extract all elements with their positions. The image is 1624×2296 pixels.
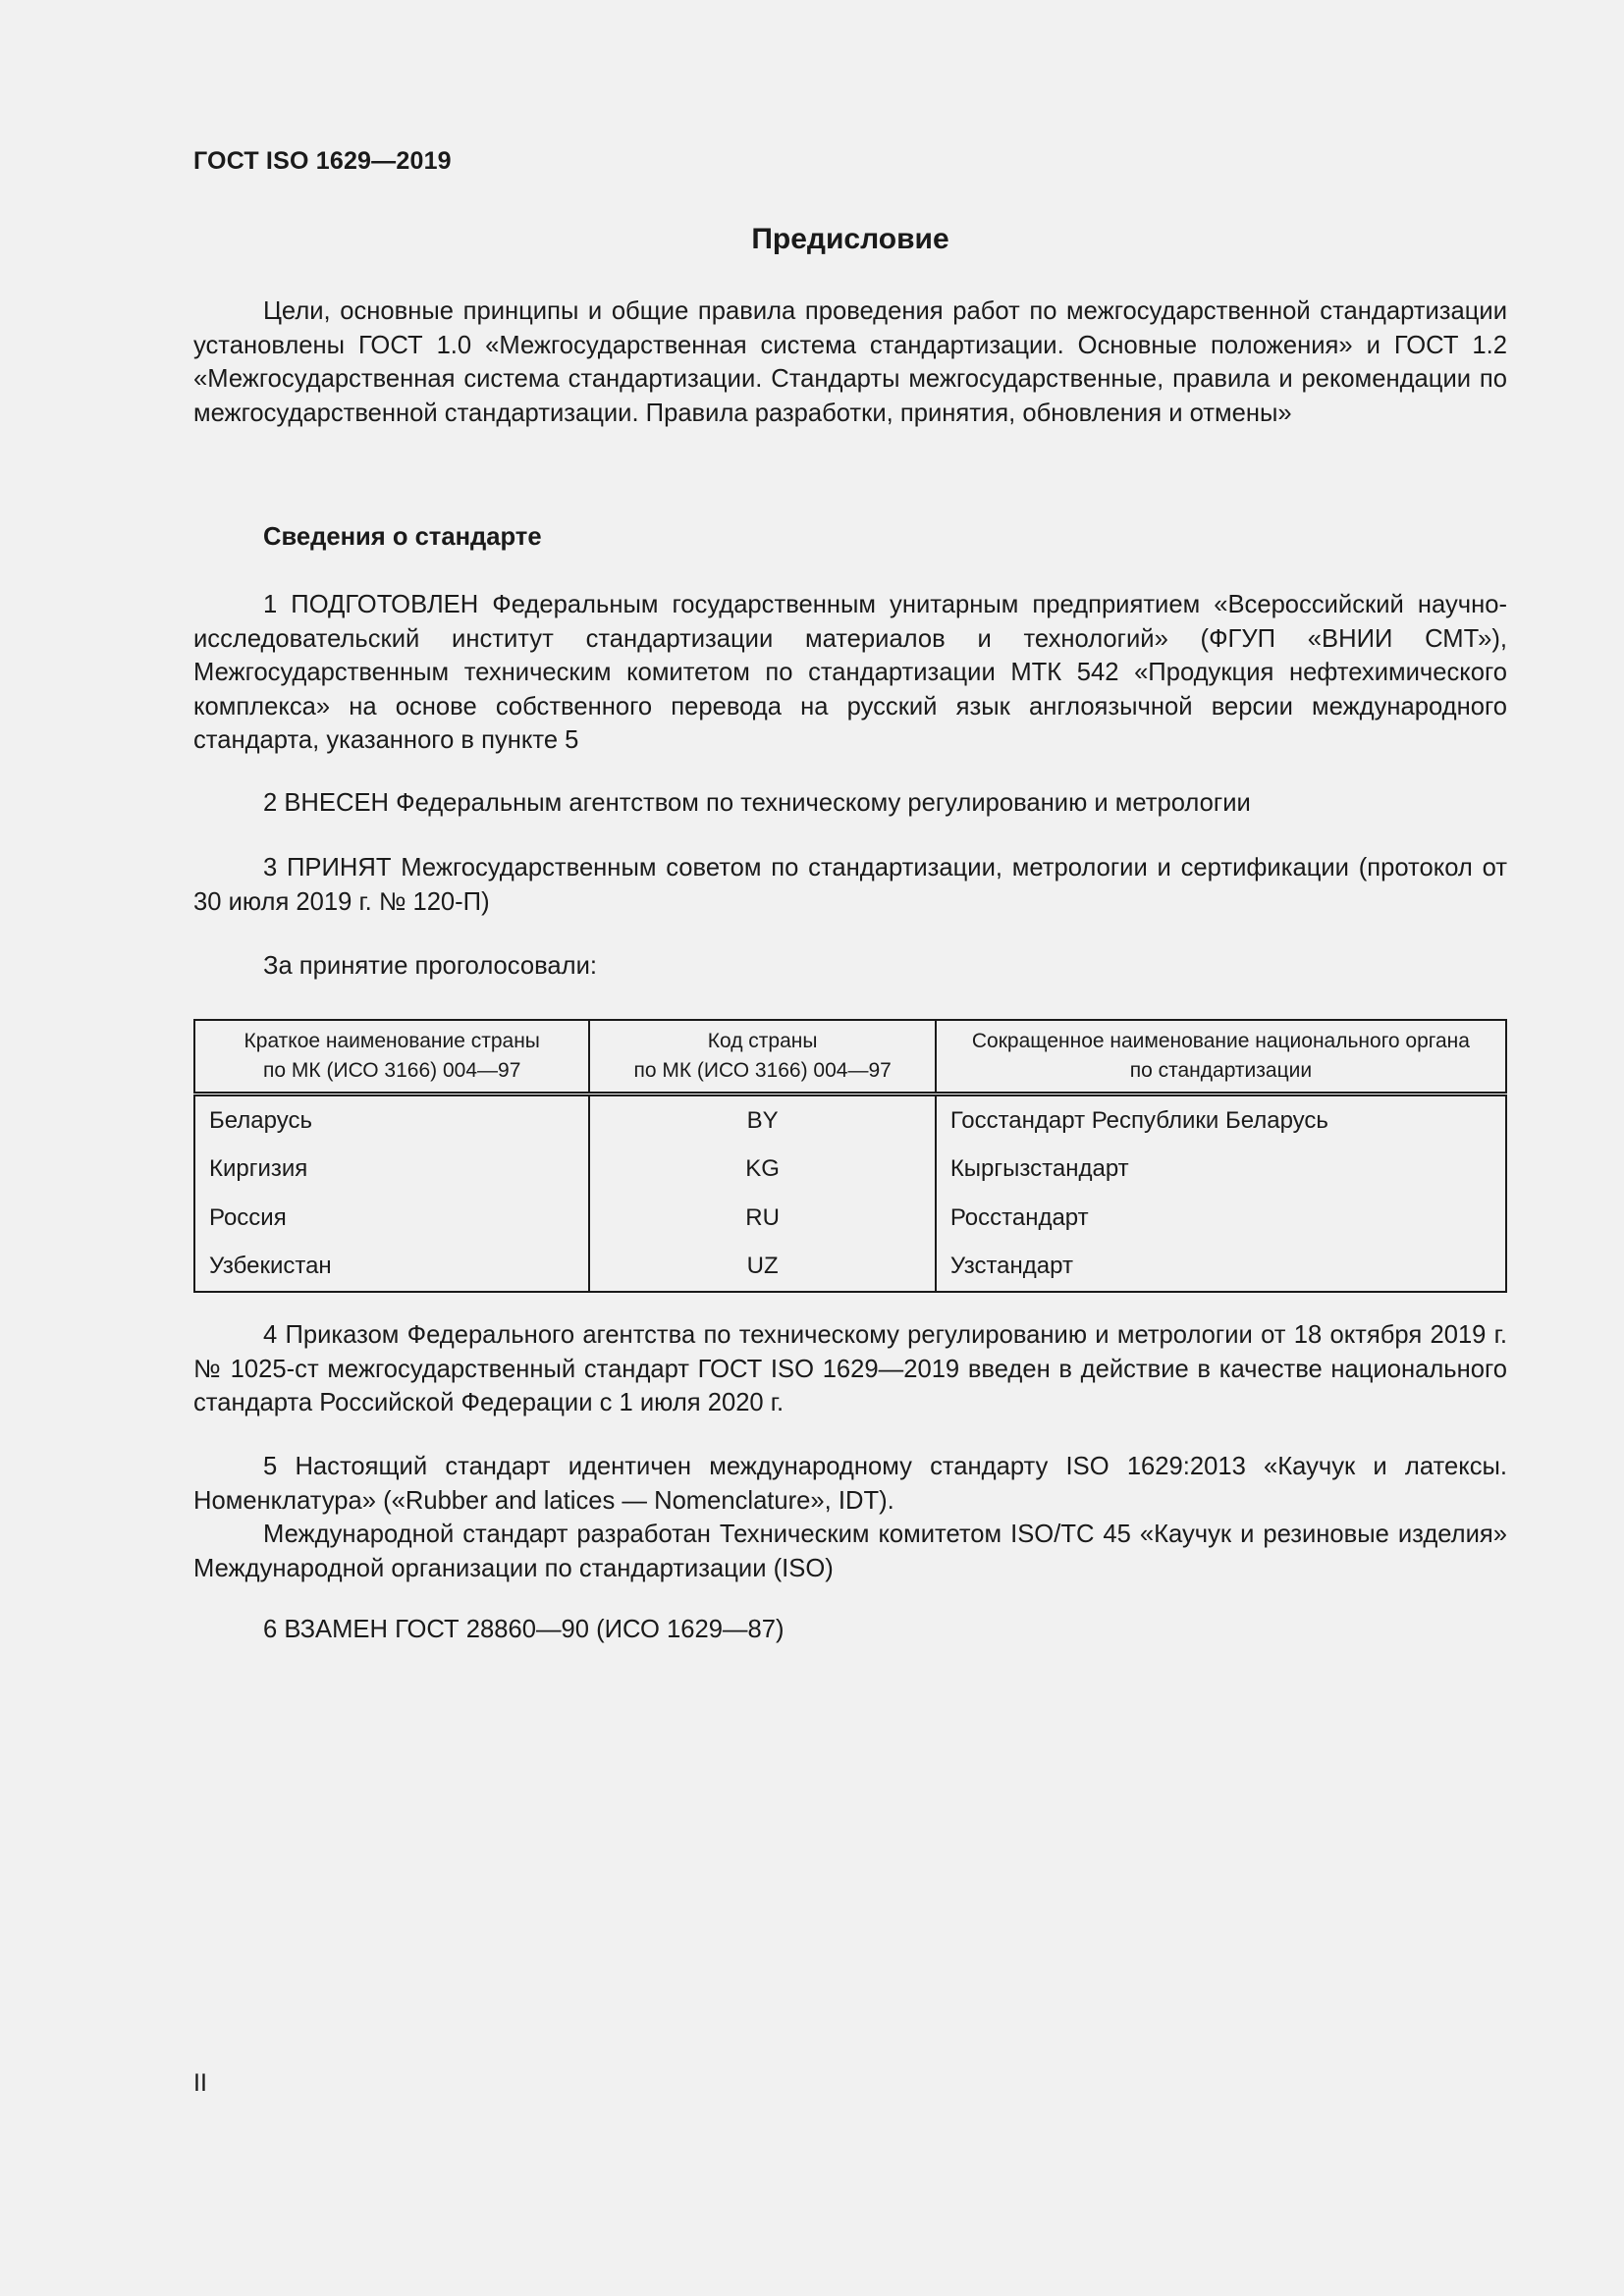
country-code: BY xyxy=(589,1095,935,1146)
header-line: Код страны xyxy=(707,1030,818,1052)
country-name: Беларусь xyxy=(194,1095,589,1146)
intro-paragraph: Цели, основные принципы и общие правила проведения работ по межгосударственной стандартизации установлены ГОСТ 1.0 «Межгосударственная система стандартизации. Основные положения» и ГОСТ 1.2 «Межгосударственная система стандартизации. Стандарты межгосударственные, правила и рекомендации по межгосударственной стандартизации. Правила разработки, принятия, обновления и отмены» xyxy=(193,297,1507,427)
voted-label: За принятие проголосовали: xyxy=(263,952,597,980)
header-line: по стандартизации xyxy=(1129,1059,1313,1082)
table-header-row xyxy=(194,1020,1506,1095)
header-country-code xyxy=(589,1020,935,1095)
info-heading: Сведения о стандарте xyxy=(263,523,542,551)
country-name: Россия xyxy=(194,1194,589,1243)
national-body: Госстандарт Республики Беларусь xyxy=(936,1095,1506,1146)
header-line: по МК (ИСО 3166) 004—97 xyxy=(263,1059,521,1082)
header-line: по МК (ИСО 3166) 004—97 xyxy=(633,1059,892,1082)
table-row xyxy=(194,1146,1506,1195)
country-name: Киргизия xyxy=(194,1146,589,1195)
document-code: ГОСТ ISO 1629—2019 xyxy=(193,147,452,175)
header-line: Сокращенное наименование национального органа xyxy=(971,1030,1470,1052)
item-2-introduced: 2 ВНЕСЕН Федеральным агентством по техническому регулированию и метрологии xyxy=(263,789,1251,817)
page-number: II xyxy=(193,2069,207,2097)
header-national-body xyxy=(936,1020,1506,1095)
header-country-name xyxy=(194,1020,589,1095)
item-1-prepared: 1 ПОДГОТОВЛЕН Федеральным государственным унитарным предприятием «Всероссийский научно-исследовательский институт стандартизации материалов и технологий» (ФГУП «ВНИИ СМТ»), Межгосударственным техническим комитетом по стандартизации МТК 542 «Продукция нефтехимического комплекса» на основе собственного перевода на русский язык англоязычной версии международного стандарта, указанного в пункте 5 xyxy=(193,591,1507,754)
item-6-replaces: 6 ВЗАМЕН ГОСТ 28860—90 (ИСО 1629—87) xyxy=(263,1616,785,1643)
country-name: Узбекистан xyxy=(194,1243,589,1293)
table-row xyxy=(194,1243,1506,1293)
item-4-order: 4 Приказом Федерального агентства по техническому регулированию и метрологии от 18 октября 2019 г. № 1025-ст межгосударственный стандарт ГОСТ ISO 1629—2019 введен в действие в качестве национального стандарта Российской Федерации с 1 июля 2020 г. xyxy=(193,1321,1507,1416)
item-5-identical: 5 Настоящий стандарт идентичен международному стандарту ISO 1629:2013 «Каучук и латексы. Номенклатура» («Rubber and latices — Nomenclature», IDT). xyxy=(193,1453,1507,1515)
item-5-developer: Международной стандарт разработан Техническим комитетом ISO/TC 45 «Каучук и резиновые изделия» Международной организации по стандартизации (ISO) xyxy=(193,1521,1507,1582)
national-body: Узстандарт xyxy=(936,1243,1506,1293)
item-3-adopted: 3 ПРИНЯТ Межгосударственным советом по стандартизации, метрологии и сертификации (протокол от 30 июля 2019 г. № 120-П) xyxy=(193,854,1507,916)
national-body: Кыргызстандарт xyxy=(936,1146,1506,1195)
national-body: Росстандарт xyxy=(936,1194,1506,1243)
header-line: Краткое наименование страны xyxy=(244,1030,540,1052)
country-code: KG xyxy=(589,1146,935,1195)
page-title: Предисловие xyxy=(751,223,949,255)
country-code: RU xyxy=(589,1194,935,1243)
table-row xyxy=(194,1095,1506,1146)
voting-table xyxy=(193,1019,1507,1293)
table-row xyxy=(194,1194,1506,1243)
country-code: UZ xyxy=(589,1243,935,1293)
